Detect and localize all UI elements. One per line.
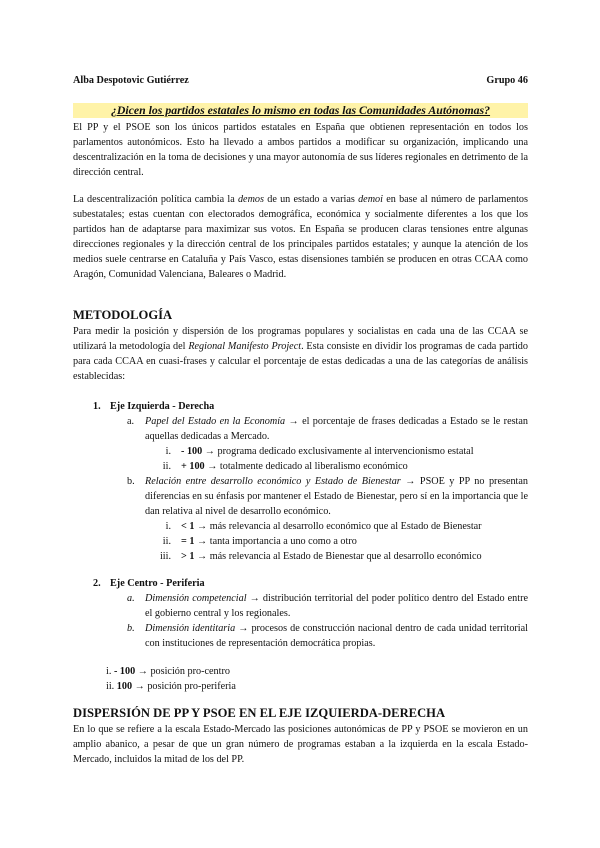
eje2-b-desc: procesos de construcción nacional dentro de cada unidad territorial con instituciones de representación democrática propias. bbox=[145, 623, 528, 649]
p2-text-c: en base al número de parlamentos subestatales; estas cuentan con electorados demográfica, económica y socialmente diferentes a los que los partidos han de adaptarse para maximizar sus votos. En España se producen claras tensiones entre algunas direcciones regionales y la dirección central de los principales partidos estatales; y aunque la atención de los medios suele centrarse en Cataluña y País Vasco, estas disensiones también se producen en otras CCAA como Aragón, Comunidad Valenciana, Baleares o Madrid. bbox=[73, 194, 528, 280]
sub-value: - 100 bbox=[113, 666, 136, 677]
page-header bbox=[73, 73, 528, 87]
eje1-b-sub1-marker: i. bbox=[165, 521, 171, 532]
eje1-b-sub3 bbox=[181, 549, 482, 564]
eje1-b-sub1 bbox=[181, 519, 482, 534]
group-label: Grupo 46 bbox=[486, 75, 528, 86]
eje2-b-arrow: → bbox=[235, 623, 252, 634]
sub-text: → más relevancia al Estado de Bienestar que al desarrollo económico bbox=[194, 551, 482, 562]
sub-value: = 1 bbox=[181, 536, 195, 547]
eje1-b-term: Relación entre desarrollo económico y Estado de Bienestar bbox=[145, 476, 401, 487]
p2-text-b: de un estado a varias bbox=[263, 194, 359, 205]
eje2-a-desc: distribución territorial del poder político dentro del Estado entre el gobierno central y los regionales. bbox=[145, 593, 529, 619]
eje2-number: 2. bbox=[93, 578, 101, 589]
eje1-a-desc: el porcentaje de frases dedicadas a Estado se le restan aquellas dedicadas a Mercado. bbox=[145, 416, 529, 442]
sub-text: → posición pro-centro bbox=[135, 666, 230, 677]
metodologia-paragraph bbox=[73, 324, 528, 384]
sub-marker: i. bbox=[106, 666, 112, 677]
eje2-a-arrow: → bbox=[246, 593, 263, 604]
sub-value: > 1 bbox=[181, 551, 195, 562]
eje1-a-sub1-marker: i. bbox=[165, 446, 171, 457]
sub-marker: ii. bbox=[106, 681, 115, 692]
eje1-a-term: Papel del Estado en la Economía bbox=[145, 416, 286, 427]
eje2-sub2 bbox=[106, 679, 236, 694]
eje2-b-term: Dimensión identitaria bbox=[145, 623, 236, 634]
eje2-sub1 bbox=[106, 664, 230, 679]
p2-text-a: La descentralización política cambia la bbox=[73, 194, 238, 205]
eje2-b-text bbox=[145, 621, 528, 651]
eje1-b-sub2 bbox=[181, 534, 357, 549]
sub-value: - 100 bbox=[181, 446, 203, 457]
sub-value: < 1 bbox=[181, 521, 195, 532]
eje1-a-sub2-marker: ii. bbox=[162, 461, 171, 472]
dispersion-paragraph: En lo que se refiere a la escala Estado-Mercado las posiciones autonómicas de PP y PSOE se movieron en un amplio abanico, a pesar de que un gran número de programas estaban a la izquierda en la escala Estado-Mercado, incluidos la mitad de los del PP. bbox=[73, 724, 528, 765]
dispersion-heading: DISPERSIÓN DE PP Y PSOE EN EL EJE IZQUIERDA-DERECHA bbox=[73, 706, 446, 720]
eje1-b-sub3-marker: iii. bbox=[159, 551, 171, 562]
eje1-a-text bbox=[145, 414, 528, 444]
eje1-a-marker: a. bbox=[127, 416, 135, 427]
eje2-a-term: Dimensión competencial bbox=[145, 593, 247, 604]
intro-paragraph-2 bbox=[73, 192, 528, 282]
sub-text: → posición pro-periferia bbox=[132, 681, 236, 692]
eje2-b-marker: b. bbox=[127, 623, 135, 634]
eje1-b-text bbox=[145, 474, 528, 519]
eje1-b-marker: b. bbox=[127, 476, 135, 487]
eje1-b-arrow: → bbox=[400, 476, 420, 487]
rmp-term: Regional Manifesto Project bbox=[188, 341, 302, 352]
eje2-label: Eje Centro - Periferia bbox=[110, 578, 205, 589]
eje1-a-sub2 bbox=[181, 459, 408, 474]
eje1-b-desc: PSOE y PP no presentan diferencias en su énfasis por mantener el Estado de Bienestar, pero sí en la importancia que le dan relativa al nivel de desarrollo económico. bbox=[145, 476, 529, 517]
sub-text: → programa dedicado exclusivamente al intervencionismo estatal bbox=[202, 446, 474, 457]
eje1-number: 1. bbox=[93, 401, 101, 412]
eje1-a-sub1 bbox=[181, 444, 474, 459]
eje1-label: Eje Izquierda - Derecha bbox=[110, 401, 215, 412]
sub-value: 100 bbox=[116, 681, 133, 692]
metodologia-heading: METODOLOGÍA bbox=[73, 308, 173, 322]
demoi-term: demoi bbox=[358, 194, 383, 205]
intro-paragraph-1: El PP y el PSOE son los únicos partidos estatales en España que obtienen representación en todos los parlamentos autonómicos. Esto ha llevado a ambos partidos a modificar su organización, implicando una descentralización en la toma de decisiones y una mayor autonomía de sus líderes regionales en detrimento de la dirección central. bbox=[73, 122, 528, 178]
eje2-a-text bbox=[145, 591, 528, 621]
met-text-a: Para medir la posición y dispersión de los programas populares y socialistas en cada una de las CCAA se utilizará la metodología del bbox=[73, 326, 528, 352]
sub-text: → tanta importancia a uno como a otro bbox=[194, 536, 357, 547]
eje1-b-sub2-marker: ii. bbox=[162, 536, 171, 547]
demos-term: demos bbox=[237, 194, 264, 205]
author-name: Alba Despotovic Gutiérrez bbox=[73, 75, 189, 86]
met-text-b: . Esta consiste en dividir los programas de cada partido para cada CCAA en cuasi-frases y calcular el porcentaje de estas dedicadas a una de las categorías de análisis establecidas: bbox=[73, 341, 528, 382]
sub-value: + 100 bbox=[181, 461, 205, 472]
sub-text: → totalmente dedicado al liberalismo económico bbox=[204, 461, 408, 472]
eje2-a-marker: a. bbox=[127, 593, 135, 604]
document-title: ¿Dicen los partidos estatales lo mismo en todas las Comunidades Autónomas? bbox=[73, 103, 528, 118]
sub-text: → más relevancia al desarrollo económico que al Estado de Bienestar bbox=[194, 521, 482, 532]
eje1-a-arrow: → bbox=[285, 416, 303, 427]
